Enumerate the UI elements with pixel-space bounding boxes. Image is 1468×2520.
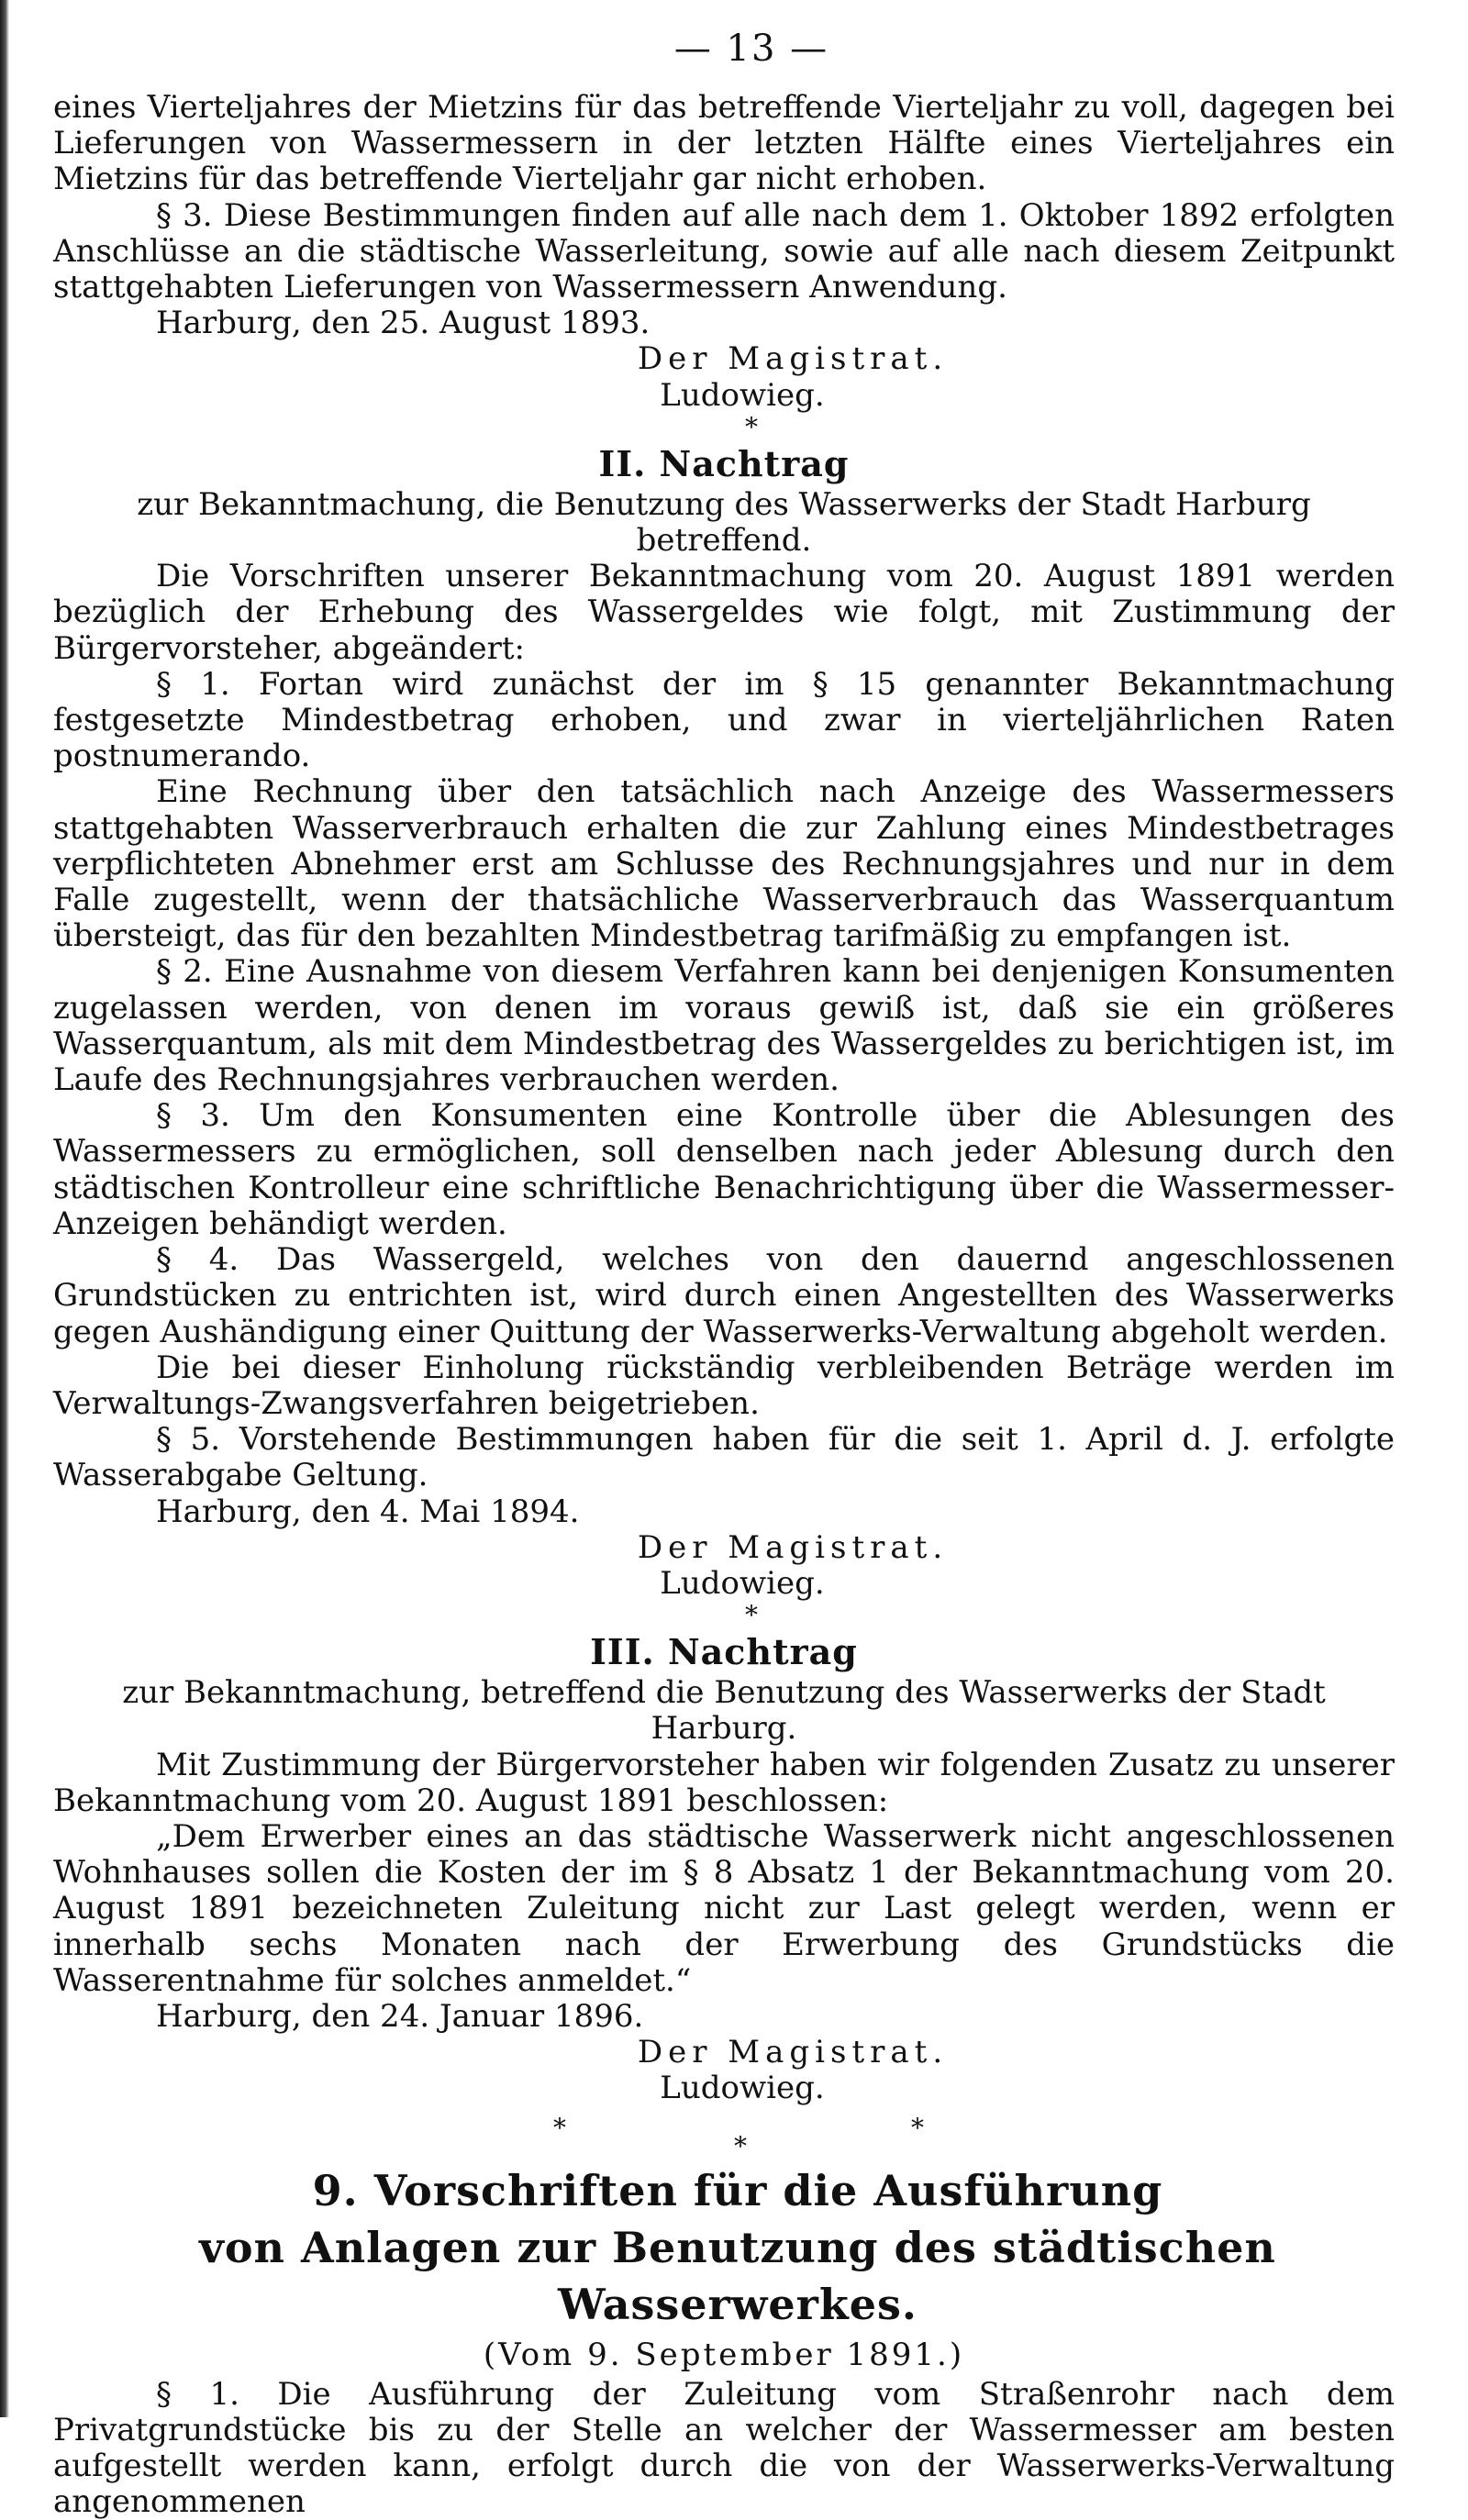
paragraph-s1-continued: Eine Rechnung über den tatsächlich nach Anzeige des Wassermessers stattgehabten Wasserverbrauch erhalten die zur Zahlung eines Mindestbetrages verpflichteten Abnehmer erst am Schlusse des Rechnungsjahres und nur in dem Falle zugestellt, wenn der thatsächliche Wasserverbrauch das Wasserquantum übersteigt, das für den bezahlten Mindestbetrag tarifmäßig zu empfangen ist. [53, 773, 1395, 955]
separator-star: * [745, 1600, 758, 1631]
separator-star: * [745, 411, 758, 442]
section-heading-nachtrag-2: II. Nachtrag [598, 442, 850, 484]
signature-name: Ludowieg. [660, 1564, 825, 1602]
section-heading-9-line2: von Anlagen zur Benutzung des städtischen Wasserwerkes. [199, 2222, 1276, 2329]
separator-stars [53, 2107, 1395, 2162]
separator-star: * [911, 2112, 924, 2143]
scan-edge-shadow [0, 0, 9, 2417]
paragraph-s2: § 2. Eine Ausnahme von diesem Verfahren kann bei denjenigen Konsumenten zugelassen werden, von denen im voraus gewiß ist, daß sie ein größeres Wasserquantum, als mit dem Mindestbetrag des Wassergeldes zu berichtigen ist, im Laufe des Rechnungsjahres verbrauchen werden. [53, 953, 1395, 1099]
section-subtitle: zur Bekanntmachung, betreffend die Benutzung des Wasserwerks der Stadt Harburg. [122, 1674, 1326, 1748]
continued-paragraph: eines Vierteljahres der Mietzins für das betreffende Vierteljahr zu voll, dagegen bei Lieferungen von Wassermessern in der letzten Hälfte eines Vierteljahres ein Mietzins für das betreffende Vierteljahr gar nicht erhoben. [53, 89, 1395, 198]
paragraph-s1: § 1. Fortan wird zunächst der im § 15 genannter Bekanntmachung festgesetzte Mindestbetrag erhoben, und zwar in vierteljährlichen Raten postnumerando. [53, 665, 1395, 775]
section-subtitle: zur Bekanntmachung, die Benutzung des Wasserwerks der Stadt Harburg betreffend. [137, 485, 1311, 560]
paragraph-s3: § 3. Diese Bestimmungen finden auf alle nach dem 1. Oktober 1892 erfolgten Anschlüsse an die städtische Wasserleitung, sowie auf alle nach diesem Zeitpunkt stattgehabten Lieferungen von Wassermessern Anwendung. [53, 196, 1395, 306]
date-line: Harburg, den 4. Mai 1894. [156, 1493, 580, 1530]
paragraph-intro: Die Vorschriften unserer Bekanntmachung vom 20. August 1891 werden bezüglich der Erhebung des Wassergeldes wie folgt, mit Zustimmung der Bürgervorsteher, abgeändert: [53, 558, 1395, 667]
signature-title: Der Magistrat. [637, 2034, 949, 2071]
page-number: — 13 — [673, 28, 829, 70]
section-heading-nachtrag-3: III. Nachtrag [590, 1631, 858, 1673]
signature-title: Der Magistrat. [637, 1528, 949, 1566]
paragraph-s1: § 1. Die Ausführung der Zuleitung vom Straßenrohr nach dem Privatgrundstücke bis zu der Stelle an welcher der Wassermesser am besten aufgestellt werden kann, erfolgt durch die von der Wasserwerks-Verwaltung angenommenen [53, 2375, 1395, 2520]
separator-star: * [553, 2112, 566, 2143]
date-line: Harburg, den 24. Januar 1896. [156, 1997, 644, 2035]
paragraph-quote: „Dem Erwerber eines an das städtische Wasserwerk nicht angeschlossenen Wohnhauses sollen die Kosten der im § 8 Absatz 1 der Bekanntmachung vom 20. August 1891 bezeichneten Zuleitung nicht zur Last gelegt werden, wenn er innerhalb sechs Monaten nach der Erwerbung des Grundstücks die Wasserentnahme für solches anmeldet.“ [53, 1817, 1395, 1999]
separator-star: * [734, 2130, 747, 2161]
paragraph-s4: § 4. Das Wassergeld, welches von den dauernd angeschlossenen Grundstücken zu entrichten ist, wird durch einen Angestellten des Wasserwerks gegen Aushändigung einer Quittung der Wasserwerks-Verwaltung abgeholt werden. [53, 1241, 1395, 1350]
paragraph-s4-continued: Die bei dieser Einholung rückständig verbleibenden Beträge werden im Verwaltungs-Zwangsverfahren beigetrieben. [53, 1349, 1395, 1422]
signature-name: Ludowieg. [660, 376, 825, 414]
date-line: Harburg, den 25. August 1893. [156, 305, 651, 342]
signature-title: Der Magistrat. [637, 340, 949, 378]
paragraph-s3: § 3. Um den Konsumenten eine Kontrolle über die Ablesungen des Wassermessers zu ermöglichen, soll denselben nach jeder Ablesung durch den städtischen Kontrolleur eine schriftliche Benachrichtigung über die Wassermesser-Anzeigen behändigt werden. [53, 1097, 1395, 1242]
signature-name: Ludowieg. [660, 2070, 825, 2107]
paragraph-intro: Mit Zustimmung der Bürgervorsteher haben wir folgenden Zusatz zu unserer Bekanntmachung vom 20. August 1891 beschlossen: [53, 1746, 1395, 1819]
paragraph-s5: § 5. Vorstehende Bestimmungen haben für die seit 1. April d. J. erfolgte Wasserabgabe Geltung. [53, 1421, 1395, 1494]
section-date: (Vom 9. September 1891.) [483, 2336, 965, 2373]
section-heading-9: 9. Vorschriften für die Ausführung [312, 2165, 1163, 2215]
